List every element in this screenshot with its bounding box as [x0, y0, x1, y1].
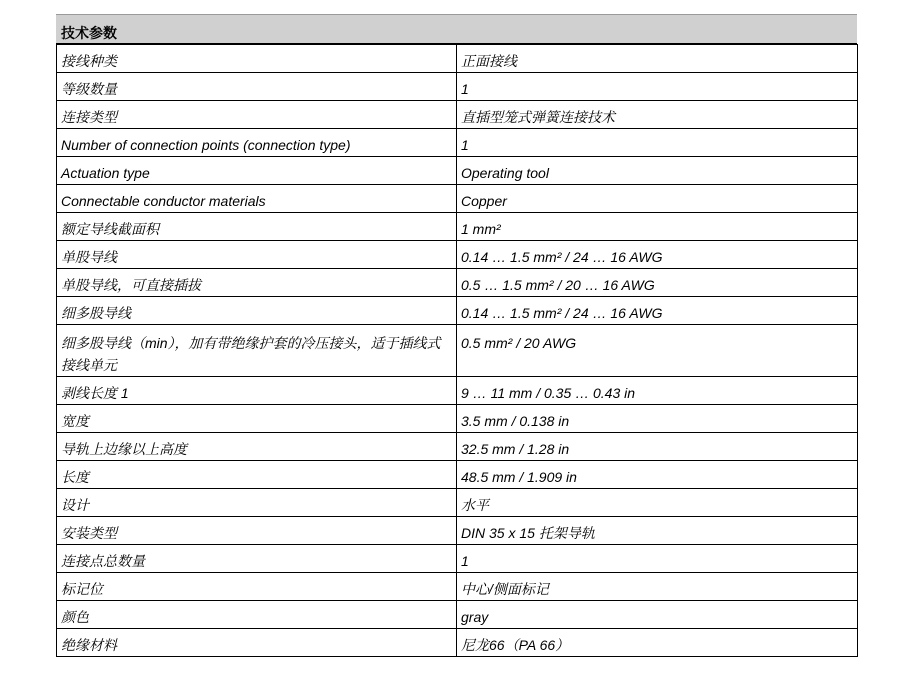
spec-table: [56, 44, 858, 657]
row-label: 单股导线: [57, 241, 457, 269]
table-row: [57, 433, 858, 461]
table-row: [57, 489, 858, 517]
table-row: [57, 377, 858, 405]
table-row: [57, 629, 858, 657]
table-row: [57, 157, 858, 185]
row-label: 安装类型: [57, 517, 457, 545]
row-label: 单股导线，可直接插拔: [57, 269, 457, 297]
row-label: 设计: [57, 489, 457, 517]
row-value: 直插型笼式弹簧连接技术: [457, 101, 858, 129]
row-value: 正面接线: [457, 45, 858, 73]
row-value: 3.5 mm / 0.138 in: [457, 405, 858, 433]
table-row: [57, 213, 858, 241]
table-row: [57, 461, 858, 489]
row-label: 额定导线截面积: [57, 213, 457, 241]
row-value: gray: [457, 601, 858, 629]
row-value: 0.14 … 1.5 mm² / 24 … 16 AWG: [457, 241, 858, 269]
row-label: Connectable conductor materials: [57, 185, 457, 213]
row-value: 1: [457, 129, 858, 157]
row-value: 9 … 11 mm / 0.35 … 0.43 in: [457, 377, 858, 405]
table-row: [57, 297, 858, 325]
row-value: DIN 35 x 15 托架导轨: [457, 517, 858, 545]
row-value: Copper: [457, 185, 858, 213]
table-row: [57, 405, 858, 433]
row-label: 绝缘材料: [57, 629, 457, 657]
row-label: 剥线长度 1: [57, 377, 457, 405]
row-value: 0.14 … 1.5 mm² / 24 … 16 AWG: [457, 297, 858, 325]
table-row: [57, 73, 858, 101]
section-title: 技术参数: [61, 25, 117, 41]
table-row: [57, 517, 858, 545]
row-value: 中心/侧面标记: [457, 573, 858, 601]
row-label: 接线种类: [57, 45, 457, 73]
spec-sheet: [56, 14, 857, 657]
row-label: 等级数量: [57, 73, 457, 101]
row-label: 长度: [57, 461, 457, 489]
row-label: 细多股导线: [57, 297, 457, 325]
row-value: 48.5 mm / 1.909 in: [457, 461, 858, 489]
table-row: [57, 601, 858, 629]
row-label: 颜色: [57, 601, 457, 629]
row-value: 0.5 … 1.5 mm² / 20 … 16 AWG: [457, 269, 858, 297]
row-label: 连接类型: [57, 101, 457, 129]
table-row: [57, 185, 858, 213]
row-value: 1: [457, 73, 858, 101]
row-value: 0.5 mm² / 20 AWG: [457, 325, 858, 377]
table-row: [57, 45, 858, 73]
row-value: Operating tool: [457, 157, 858, 185]
row-label: Actuation type: [57, 157, 457, 185]
row-label: Number of connection points (connection type): [57, 129, 457, 157]
section-header: [56, 14, 857, 44]
row-value: 32.5 mm / 1.28 in: [457, 433, 858, 461]
table-row: [57, 129, 858, 157]
table-row: [57, 269, 858, 297]
row-label: 连接点总数量: [57, 545, 457, 573]
table-row: [57, 325, 858, 377]
row-label: 宽度: [57, 405, 457, 433]
table-row: [57, 241, 858, 269]
row-label: 导轨上边缘以上高度: [57, 433, 457, 461]
row-value: 1 mm²: [457, 213, 858, 241]
table-row: [57, 101, 858, 129]
row-label: 细多股导线（min），加有带绝缘护套的冷压接头，适于插线式接线单元: [57, 325, 457, 377]
row-value: 水平: [457, 489, 858, 517]
table-row: [57, 573, 858, 601]
table-row: [57, 545, 858, 573]
row-label: 标记位: [57, 573, 457, 601]
row-value: 尼龙66（PA 66）: [457, 629, 858, 657]
row-value: 1: [457, 545, 858, 573]
